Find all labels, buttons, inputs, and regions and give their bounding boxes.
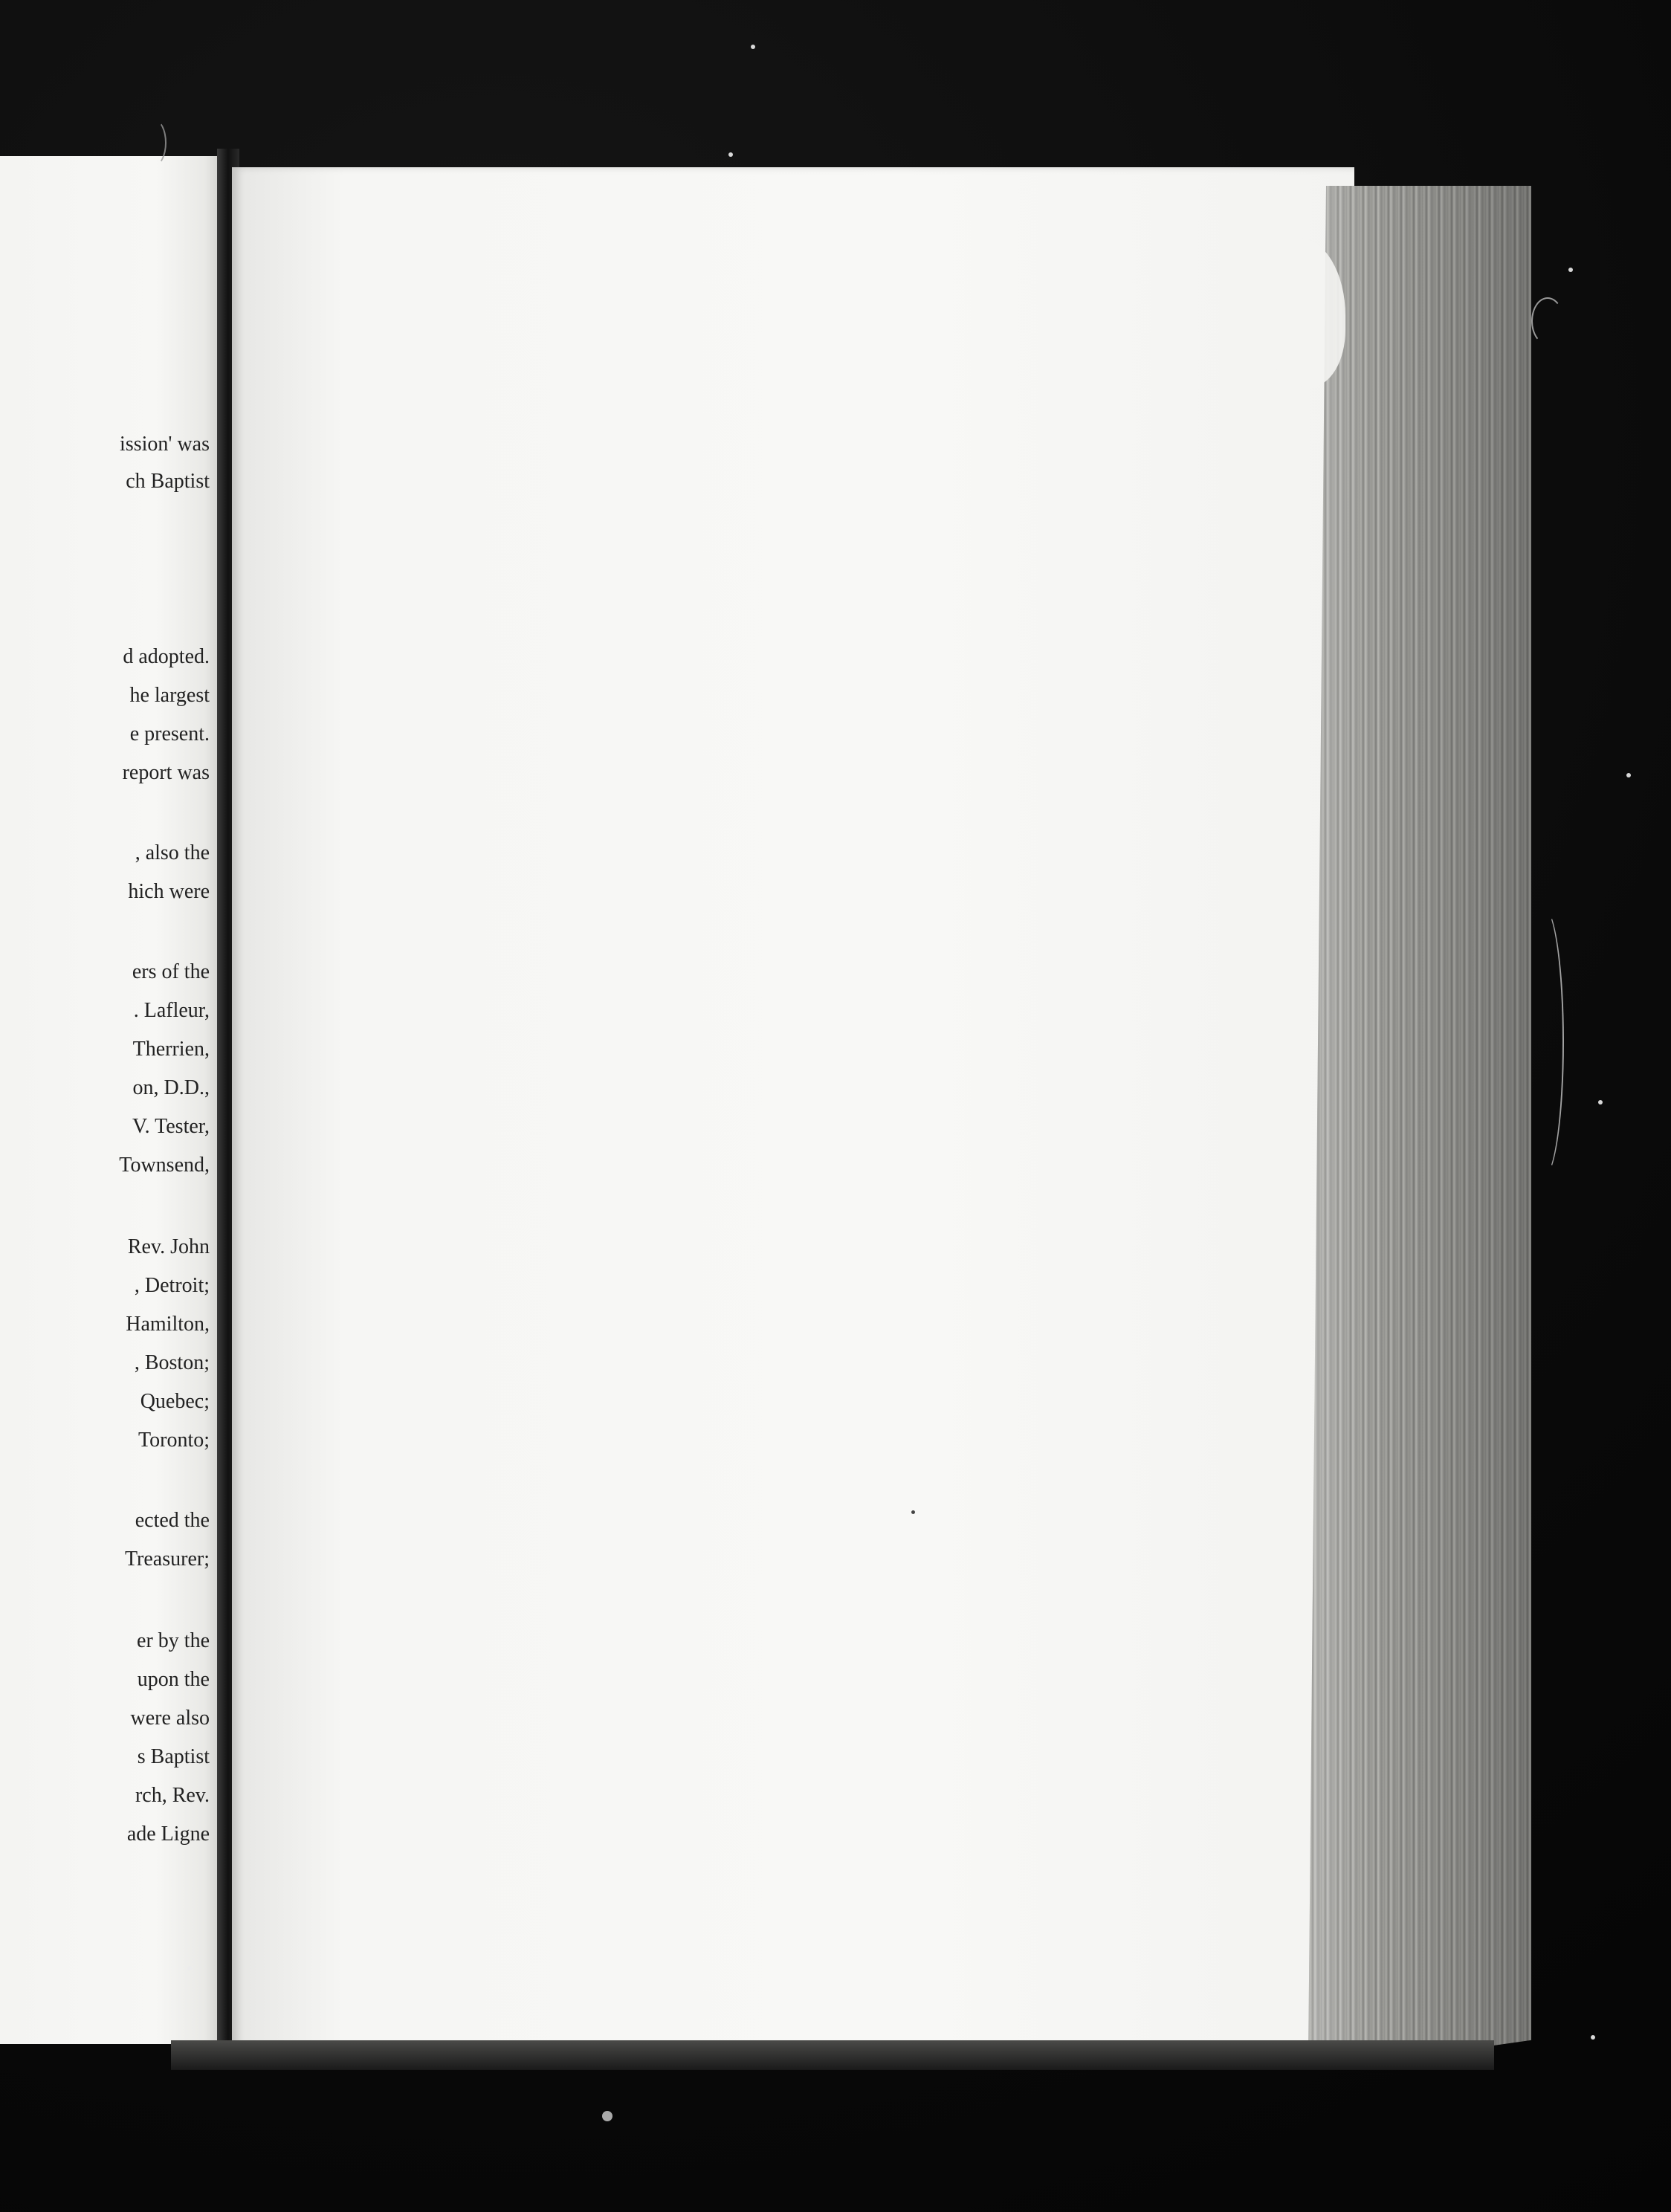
- text-line: s Baptist: [137, 1745, 210, 1768]
- text-line: , also the: [135, 841, 210, 864]
- dust-speck: [1598, 1100, 1603, 1105]
- text-line: report was: [122, 761, 210, 784]
- dust-speck: [1626, 773, 1631, 777]
- dust-fiber: [1524, 907, 1564, 1177]
- text-line: Rev. John: [127, 1235, 210, 1258]
- dust-speck: [1591, 2035, 1595, 2040]
- dust-fiber: [141, 119, 167, 166]
- text-line: e present.: [129, 722, 210, 746]
- text-line: , Detroit;: [134, 1274, 210, 1297]
- page-edge-shading: [1308, 186, 1531, 2059]
- text-line: Treasurer;: [124, 1548, 210, 1571]
- dust-speck: [187, 1966, 192, 1970]
- text-line: were also: [130, 1707, 210, 1730]
- text-line: Therrien,: [132, 1038, 210, 1061]
- dust-speck: [1568, 268, 1573, 272]
- page-speck: [911, 1510, 915, 1514]
- text-line: he largest: [129, 684, 210, 707]
- dust-speck: [751, 45, 755, 49]
- dust-fiber: [1531, 297, 1564, 345]
- text-line: Townsend,: [119, 1154, 210, 1177]
- text-line: ade Ligne: [126, 1823, 210, 1846]
- dust-speck: [602, 2111, 613, 2121]
- text-line: Quebec;: [140, 1390, 210, 1413]
- right-blank-page: [232, 167, 1354, 2066]
- text-line: . Lafleur,: [133, 999, 210, 1022]
- text-line: ected the: [135, 1509, 210, 1532]
- book-bottom-shadow: [171, 2040, 1494, 2070]
- text-line: rch, Rev.: [135, 1784, 210, 1807]
- text-line: upon the: [137, 1668, 210, 1691]
- text-line: V. Tester,: [132, 1115, 210, 1138]
- text-line: , Boston;: [134, 1351, 210, 1374]
- text-line: Toronto;: [138, 1429, 210, 1452]
- text-line: ch Baptist: [126, 470, 210, 493]
- left-page: [0, 156, 223, 2044]
- dust-speck: [728, 152, 733, 157]
- text-line: Hamilton,: [126, 1313, 210, 1336]
- text-line: d adopted.: [123, 645, 210, 668]
- text-line: ission' was: [120, 433, 210, 456]
- text-line: hich were: [128, 880, 210, 903]
- text-line: on, D.D.,: [132, 1076, 210, 1099]
- text-line: ers of the: [132, 960, 210, 983]
- text-line: er by the: [137, 1629, 210, 1652]
